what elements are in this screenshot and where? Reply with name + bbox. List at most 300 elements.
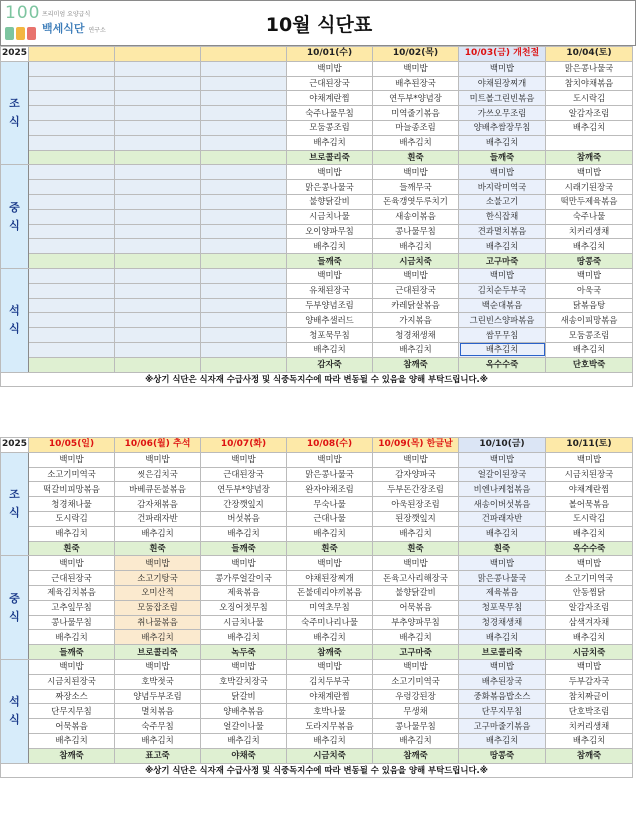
porridge-item <box>201 150 287 165</box>
dinner-label: 석 식 <box>1 268 29 372</box>
menu-item: 치커리생채 <box>546 719 633 734</box>
menu-item <box>115 91 201 106</box>
date-header: 10/07(화) <box>201 438 287 453</box>
menu-item: 소고기미역국 <box>546 571 633 586</box>
menu-item: 야채계란찜 <box>287 689 373 704</box>
porridge-item: 흰죽 <box>459 541 546 556</box>
date-header <box>201 47 287 62</box>
menu-item: 소고기미역국 <box>373 674 459 689</box>
menu-item: 백미밥 <box>373 165 459 180</box>
menu-item: 백미밥 <box>459 452 546 467</box>
breakfast-row <box>1 91 633 106</box>
logo-brand-suffix: 연구소 <box>88 27 106 34</box>
menu-item: 참치짜글이 <box>546 689 633 704</box>
menu-item <box>201 313 287 328</box>
menu-item: 볼어묵볶음 <box>546 497 633 512</box>
menu-item: 근대된장국 <box>201 467 287 482</box>
menu-item: 호박젓국 <box>115 674 201 689</box>
breakfast-row <box>1 526 633 541</box>
lunch-row <box>1 600 633 615</box>
menu-item <box>29 180 115 195</box>
lunch-row <box>1 224 633 239</box>
dinner-row <box>1 689 633 704</box>
menu-item: 콩나물무침 <box>373 224 459 239</box>
menu-item: 새송이피망볶음 <box>546 313 633 328</box>
menu-item: 도시락김 <box>546 511 633 526</box>
menu-item <box>29 239 115 254</box>
menu-item: 청포묵무침 <box>287 328 373 343</box>
breakfast-porridge-row <box>1 541 633 556</box>
menu-item: 두부돈간장조림 <box>373 482 459 497</box>
dinner-label: 석 식 <box>1 659 29 763</box>
menu-item: 쌈무무침 <box>459 328 546 343</box>
menu-item: 배추김치 <box>201 733 287 748</box>
menu-item: 배추김치 <box>287 733 373 748</box>
menu-item: 김치순두부국 <box>459 283 546 298</box>
menu-item: 배추김치 <box>29 733 115 748</box>
menu-item: 시래기된장국 <box>546 180 633 195</box>
menu-item: 백미밥 <box>373 556 459 571</box>
menu-item: 닭갈비 <box>201 689 287 704</box>
lunch-row <box>1 194 633 209</box>
menu-item: 부추양파무침 <box>373 615 459 630</box>
dinner-row <box>1 733 633 748</box>
menu-item: 백미밥 <box>201 659 287 674</box>
menu-item <box>201 342 287 357</box>
menu-item: 배추김치 <box>115 526 201 541</box>
notice-text: ※상기 식단은 식자재 수급사정 및 식중독지수에 따라 변동될 수 있음을 양해 부탁드립니다.※ <box>1 372 633 387</box>
menu-item: 도시락김 <box>546 91 633 106</box>
menu-item: 치커리생채 <box>546 224 633 239</box>
menu-item: 소불고기 <box>459 194 546 209</box>
menu-item <box>115 209 201 224</box>
menu-item: 비엔나케첩볶음 <box>459 482 546 497</box>
porridge-item: 흰죽 <box>287 541 373 556</box>
menu-item <box>115 298 201 313</box>
menu-item: 배추김치 <box>373 526 459 541</box>
menu-item: 근대된장국 <box>29 571 115 586</box>
porridge-item <box>29 357 115 372</box>
menu-item: 배추김치 <box>459 342 546 357</box>
menu-item <box>115 239 201 254</box>
menu-item: 배추김치 <box>115 733 201 748</box>
menu-item <box>201 283 287 298</box>
dinner-row <box>1 342 633 357</box>
menu-item: 배추김치 <box>29 630 115 645</box>
menu-item <box>115 313 201 328</box>
menu-item <box>201 120 287 135</box>
menu-item: 아욱국 <box>546 283 633 298</box>
menu-item: 배추김치 <box>546 733 633 748</box>
porridge-item: 고구마죽 <box>373 645 459 660</box>
lunch-row <box>1 209 633 224</box>
menu-item <box>115 268 201 283</box>
menu-item <box>546 135 633 150</box>
menu-item: 백미밥 <box>546 556 633 571</box>
menu-item: 배추김치 <box>373 630 459 645</box>
logo-subtitle: 프리미엄 요양급식 <box>42 11 91 18</box>
menu-item: 오징어젓무침 <box>201 600 287 615</box>
menu-item: 안동찜닭 <box>546 585 633 600</box>
menu-item: 무숙나물 <box>287 497 373 512</box>
menu-item: 돈육갱엿두루치기 <box>373 194 459 209</box>
menu-item: 호박나물 <box>287 704 373 719</box>
menu-item: 배추김치 <box>546 120 633 135</box>
menu-item: 백미밥 <box>287 61 373 76</box>
menu-item: 백미밥 <box>115 556 201 571</box>
menu-item: 배추김치 <box>459 630 546 645</box>
menu-item <box>115 106 201 121</box>
menu-item <box>29 106 115 121</box>
breakfast-row <box>1 452 633 467</box>
porridge-item: 참깨죽 <box>546 150 633 165</box>
menu-item <box>115 194 201 209</box>
lunch-row <box>1 630 633 645</box>
porridge-item: 녹두죽 <box>201 645 287 660</box>
menu-item: 제육볶음 <box>201 585 287 600</box>
menu-item: 떡갈비피망볶음 <box>29 482 115 497</box>
menu-item: 단무지무침 <box>459 704 546 719</box>
porridge-item: 참깨죽 <box>373 357 459 372</box>
menu-item: 근대나물 <box>287 511 373 526</box>
menu-item <box>201 268 287 283</box>
menu-item <box>29 283 115 298</box>
menu-item <box>29 165 115 180</box>
menu-item <box>115 328 201 343</box>
menu-item <box>115 283 201 298</box>
menu-item: 백미밥 <box>373 268 459 283</box>
menu-item: 청경채생채 <box>373 328 459 343</box>
menu-item <box>201 165 287 180</box>
menu-item: 연두부*양념장 <box>201 482 287 497</box>
menu-item: 모둠콩조림 <box>546 328 633 343</box>
menu-item: 배추김치 <box>201 526 287 541</box>
menu-item <box>29 313 115 328</box>
menu-item: 제육볶음 <box>459 585 546 600</box>
lunch-row <box>1 239 633 254</box>
menu-item <box>29 120 115 135</box>
menu-item: 삼색겨자채 <box>546 615 633 630</box>
menu-item: 백미밥 <box>29 659 115 674</box>
menu-item: 새송이버섯볶음 <box>459 497 546 512</box>
dinner-row <box>1 704 633 719</box>
menu-item <box>201 106 287 121</box>
page-title: 10월 식단표 <box>265 14 373 36</box>
menu-item: 양념두부조림 <box>115 689 201 704</box>
porridge-item: 옥수수죽 <box>546 541 633 556</box>
year-label: 2025 <box>1 438 29 453</box>
menu-item: 시금치된장국 <box>29 674 115 689</box>
menu-item: 콩가루얼갈이국 <box>201 571 287 586</box>
menu-item: 들깨무국 <box>373 180 459 195</box>
menu-item: 백미밥 <box>373 659 459 674</box>
lunch-label: 중 식 <box>1 165 29 269</box>
menu-item: 도라지무볶음 <box>287 719 373 734</box>
menu-item: 알감자조림 <box>546 106 633 121</box>
week1-table <box>0 46 633 387</box>
date-row <box>1 47 633 62</box>
porridge-item: 고구마죽 <box>459 254 546 269</box>
dinner-porridge-row <box>1 357 633 372</box>
menu-item: 시금치된장국 <box>546 467 633 482</box>
porridge-item <box>115 357 201 372</box>
menu-item: 백미밥 <box>373 452 459 467</box>
menu-item <box>201 224 287 239</box>
menu-item <box>201 135 287 150</box>
menu-item <box>29 91 115 106</box>
menu-item: 청경채나물 <box>29 497 115 512</box>
menu-item: 백순대볶음 <box>459 298 546 313</box>
porridge-item: 시금치죽 <box>373 254 459 269</box>
menu-item: 백미밥 <box>373 61 459 76</box>
menu-item <box>115 342 201 357</box>
menu-item: 어묵볶음 <box>373 600 459 615</box>
header <box>0 0 636 46</box>
note-row <box>1 372 633 387</box>
porridge-item: 감자죽 <box>287 357 373 372</box>
menu-item: 배추김치 <box>29 526 115 541</box>
date-row <box>1 438 633 453</box>
porridge-item: 브로콜리죽 <box>287 150 373 165</box>
menu-item: 두부감자국 <box>546 674 633 689</box>
menu-item: 미역줄기볶음 <box>373 106 459 121</box>
porridge-item: 브로콜리죽 <box>115 645 201 660</box>
porridge-item: 참깨죽 <box>373 748 459 763</box>
menu-item: 콩나물무침 <box>29 615 115 630</box>
menu-item: 맑은콩나물국 <box>546 61 633 76</box>
menu-item: 배추김치 <box>459 526 546 541</box>
menu-item: 백미밥 <box>29 556 115 571</box>
dinner-row <box>1 659 633 674</box>
porridge-item: 흰죽 <box>115 541 201 556</box>
porridge-item <box>29 254 115 269</box>
year-label: 2025 <box>1 47 29 62</box>
menu-item: 배추김치 <box>459 239 546 254</box>
menu-item: 호박갈치장국 <box>201 674 287 689</box>
menu-item: 배추김치 <box>373 135 459 150</box>
menu-item: 감자양파국 <box>373 467 459 482</box>
logo-brand-name: 백세식단 <box>42 22 85 35</box>
menu-item: 미트볼그린빈볶음 <box>459 91 546 106</box>
menu-item: 백미밥 <box>459 165 546 180</box>
menu-item: 짜장소스 <box>29 689 115 704</box>
date-header <box>29 47 115 62</box>
menu-item <box>115 61 201 76</box>
porridge-item <box>201 357 287 372</box>
menu-item: 완자야채조림 <box>287 482 373 497</box>
lunch-row <box>1 165 633 180</box>
menu-item: 미역초무침 <box>287 600 373 615</box>
menu-item: 배추김치 <box>459 733 546 748</box>
menu-item: 돈불데리야끼볶음 <box>287 585 373 600</box>
menu-item: 배추김치 <box>287 239 373 254</box>
menu-item: 백미밥 <box>459 659 546 674</box>
menu-item: 청포묵무침 <box>459 600 546 615</box>
breakfast-row <box>1 135 633 150</box>
porridge-item: 흰죽 <box>29 541 115 556</box>
breakfast-row <box>1 76 633 91</box>
date-header: 10/03(금) 개천절 <box>459 47 546 62</box>
porridge-item: 시금치죽 <box>287 748 373 763</box>
menu-item: 멸치볶음 <box>115 704 201 719</box>
menu-item: 양배추샐러드 <box>287 313 373 328</box>
menu-item: 콩나물무침 <box>373 719 459 734</box>
menu-item: 우렁강된장 <box>373 689 459 704</box>
porridge-item: 땅콩죽 <box>546 254 633 269</box>
breakfast-porridge-row <box>1 150 633 165</box>
menu-item <box>29 298 115 313</box>
menu-item: 야채계란찜 <box>287 91 373 106</box>
porridge-item <box>201 254 287 269</box>
menu-item: 숙주나물 <box>546 209 633 224</box>
menu-item: 야채된장찌개 <box>459 76 546 91</box>
porridge-item: 표고죽 <box>115 748 201 763</box>
week2-table <box>0 437 633 778</box>
menu-item <box>29 76 115 91</box>
date-header: 10/02(목) <box>373 47 459 62</box>
menu-item: 숙주나물무침 <box>287 106 373 121</box>
menu-item: 근대된장국 <box>287 76 373 91</box>
menu-item: 맑은콩나물국 <box>459 571 546 586</box>
menu-item <box>29 224 115 239</box>
lunch-porridge-row <box>1 645 633 660</box>
menu-item <box>201 91 287 106</box>
menu-item: 어묵볶음 <box>29 719 115 734</box>
menu-item: 백미밥 <box>287 556 373 571</box>
menu-item: 제육김치볶음 <box>29 585 115 600</box>
menu-item: 배추김치 <box>287 342 373 357</box>
porridge-item: 옥수수죽 <box>459 357 546 372</box>
breakfast-row <box>1 482 633 497</box>
lunch-row <box>1 585 633 600</box>
menu-item <box>201 194 287 209</box>
date-header: 10/05(일) <box>29 438 115 453</box>
menu-item: 배추김치 <box>115 630 201 645</box>
menu-item: 배추김치 <box>287 526 373 541</box>
menu-item: 감자채볶음 <box>115 497 201 512</box>
menu-item: 백미밥 <box>546 165 633 180</box>
menu-item: 백미밥 <box>546 659 633 674</box>
menu-item: 아욱된장조림 <box>373 497 459 512</box>
menu-item: 모둠콩조림 <box>287 120 373 135</box>
porridge-item: 단호박죽 <box>546 357 633 372</box>
menu-item <box>115 76 201 91</box>
menu-item: 가쓰오무조림 <box>459 106 546 121</box>
menu-item: 가지볶음 <box>373 313 459 328</box>
menu-item: 근대된장국 <box>373 283 459 298</box>
menu-item: 배추김치 <box>546 630 633 645</box>
porridge-item: 브로콜리죽 <box>459 645 546 660</box>
menu-item: 백미밥 <box>459 268 546 283</box>
dinner-porridge-row <box>1 748 633 763</box>
date-header: 10/09(목) 한글날 <box>373 438 459 453</box>
menu-item <box>201 239 287 254</box>
porridge-item: 땅콩죽 <box>459 748 546 763</box>
porridge-item: 들깨죽 <box>29 645 115 660</box>
menu-item <box>115 180 201 195</box>
porridge-item: 시금치죽 <box>546 645 633 660</box>
menu-item: 백미밥 <box>201 556 287 571</box>
menu-item: 바지락미역국 <box>459 180 546 195</box>
menu-item <box>29 342 115 357</box>
menu-item: 소고기탕국 <box>115 571 201 586</box>
menu-item: 백미밥 <box>115 659 201 674</box>
logo-number: 100 <box>5 3 41 23</box>
menu-item: 바베큐돈불볶음 <box>115 482 201 497</box>
menu-item: 두부양념조림 <box>287 298 373 313</box>
date-header: 10/04(토) <box>546 47 633 62</box>
menu-item <box>201 298 287 313</box>
menu-item: 취나물볶음 <box>115 615 201 630</box>
menu-item: 백미밥 <box>201 452 287 467</box>
menu-item: 간장깻잎지 <box>201 497 287 512</box>
menu-item: 버섯볶음 <box>201 511 287 526</box>
menu-item: 씻은김치국 <box>115 467 201 482</box>
date-header: 10/08(수) <box>287 438 373 453</box>
menu-item: 백미밥 <box>459 61 546 76</box>
porridge-item <box>115 150 201 165</box>
menu-item <box>115 120 201 135</box>
breakfast-row <box>1 511 633 526</box>
date-header: 10/11(토) <box>546 438 633 453</box>
menu-item: 숙주미나리나물 <box>287 615 373 630</box>
menu-item: 소고기미역국 <box>29 467 115 482</box>
porridge-item: 흰죽 <box>373 541 459 556</box>
date-header: 10/06(월) 추석 <box>115 438 201 453</box>
menu-item: 참치야채볶음 <box>546 76 633 91</box>
menu-item: 그린빈스양파볶음 <box>459 313 546 328</box>
menu-item <box>29 209 115 224</box>
porridge-item: 들깨죽 <box>287 254 373 269</box>
dinner-row <box>1 268 633 283</box>
menu-item: 백미밥 <box>287 659 373 674</box>
menu-item <box>115 135 201 150</box>
porridge-item: 참깨죽 <box>29 748 115 763</box>
menu-item: 건파래자반 <box>115 511 201 526</box>
menu-item: 맑은콩나물국 <box>287 180 373 195</box>
menu-item: 된장깻잎지 <box>373 511 459 526</box>
menu-item: 백미밥 <box>546 452 633 467</box>
menu-item: 배추김치 <box>459 135 546 150</box>
menu-item <box>201 209 287 224</box>
menu-item: 얼갈이된장국 <box>459 467 546 482</box>
porridge-item: 참깨죽 <box>546 748 633 763</box>
menu-item: 마늘종조림 <box>373 120 459 135</box>
menu-item: 견과멸치볶음 <box>459 224 546 239</box>
menu-item: 무생채 <box>373 704 459 719</box>
breakfast-row <box>1 467 633 482</box>
menu-item <box>201 328 287 343</box>
breakfast-row <box>1 120 633 135</box>
menu-item: 배추김치 <box>201 630 287 645</box>
menu-item: 배추김치 <box>546 526 633 541</box>
menu-item <box>115 165 201 180</box>
menu-item: 백미밥 <box>546 268 633 283</box>
menu-item: 배추김치 <box>546 239 633 254</box>
porridge-item <box>115 254 201 269</box>
date-header <box>115 47 201 62</box>
lunch-porridge-row <box>1 254 633 269</box>
menu-item: 새송이볶음 <box>373 209 459 224</box>
menu-item: 떡만두제육볶음 <box>546 194 633 209</box>
lunch-row <box>1 180 633 195</box>
menu-item: 얼갈이나물 <box>201 719 287 734</box>
menu-item: 백미밥 <box>115 452 201 467</box>
porridge-item: 들깨죽 <box>459 150 546 165</box>
porridge-item: 야채죽 <box>201 748 287 763</box>
menu-item: 카레닭살볶음 <box>373 298 459 313</box>
lunch-row <box>1 615 633 630</box>
